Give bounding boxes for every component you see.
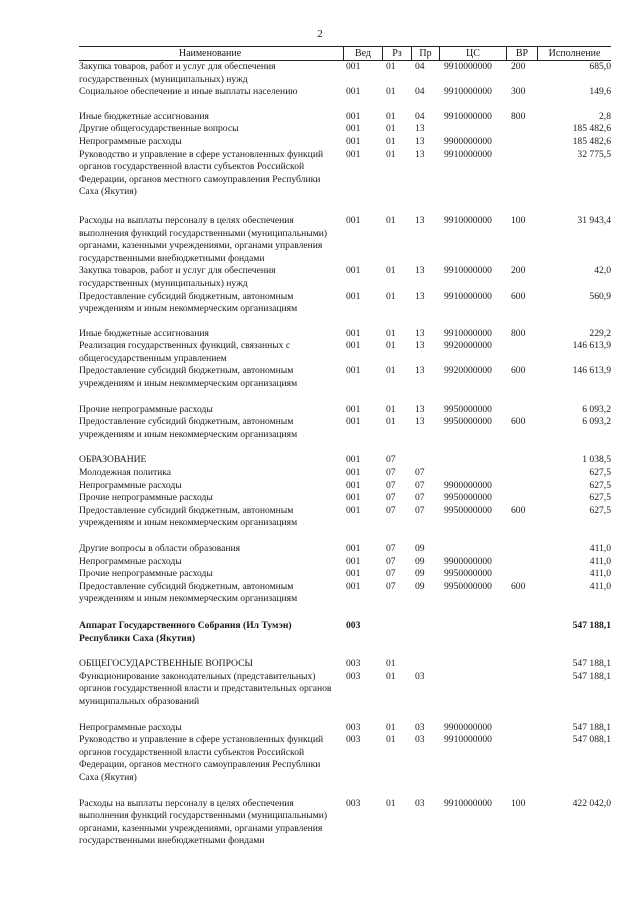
row-rz: 01 bbox=[386, 148, 396, 160]
row-ved: 001 bbox=[346, 467, 361, 479]
table-row bbox=[79, 467, 611, 480]
row-sum: 185 482,6 bbox=[572, 135, 611, 147]
row-vr: 800 bbox=[511, 327, 526, 339]
row-sum: 547 188,1 bbox=[572, 670, 611, 682]
row-cs: 9910000000 bbox=[444, 86, 492, 98]
row-pr: 04 bbox=[415, 110, 425, 122]
row-pr: 07 bbox=[415, 504, 425, 516]
row-sum: 42,0 bbox=[594, 265, 611, 277]
row-ved: 001 bbox=[346, 479, 361, 491]
row-pr: 07 bbox=[415, 467, 425, 479]
row-rz: 01 bbox=[386, 721, 396, 733]
table-row bbox=[79, 568, 611, 581]
row-pr: 13 bbox=[415, 403, 425, 415]
row-ved: 001 bbox=[346, 403, 361, 415]
row-name: Функционирование законодательных (представительных) органов государственной власти и представительных органов муниципальных образований bbox=[79, 670, 332, 707]
table-row bbox=[79, 581, 611, 606]
row-ved: 001 bbox=[346, 504, 361, 516]
row-sum: 185 482,6 bbox=[572, 123, 611, 135]
table-row bbox=[79, 123, 611, 136]
row-ved: 001 bbox=[346, 543, 361, 554]
table-row bbox=[79, 365, 611, 390]
row-name: Предоставление субсидий бюджетным, автономным учреждениям и иным некоммерческим организациям bbox=[79, 504, 298, 529]
table-row bbox=[79, 215, 611, 265]
table-header bbox=[79, 46, 611, 61]
row-pr: 13 bbox=[415, 365, 425, 377]
row-rz: 01 bbox=[386, 265, 396, 277]
row-pr: 13 bbox=[415, 290, 425, 302]
row-rz: 01 bbox=[386, 365, 396, 377]
row-cs: 9950000000 bbox=[444, 492, 492, 504]
row-pr: 13 bbox=[415, 148, 425, 160]
row-pr: 07 bbox=[415, 492, 425, 504]
row-cs: 9920000000 bbox=[444, 365, 492, 377]
row-ved: 001 bbox=[346, 454, 361, 466]
row-name: Молодежная политика bbox=[79, 467, 172, 479]
table-row bbox=[79, 340, 611, 365]
row-sum: 411,0 bbox=[589, 555, 611, 567]
row-sum: 229,2 bbox=[589, 327, 611, 339]
row-name: ОБРАЗОВАНИЕ bbox=[79, 454, 147, 466]
row-vr: 200 bbox=[511, 61, 526, 72]
row-name: Социальное обеспечение и иные выплаты населению bbox=[79, 86, 298, 98]
row-cs: 9910000000 bbox=[444, 734, 492, 746]
row-pr: 13 bbox=[415, 135, 425, 147]
row-cs: 9910000000 bbox=[444, 797, 492, 809]
row-name: ОБЩЕГОСУДАРСТВЕННЫЕ ВОПРОСЫ bbox=[79, 658, 253, 670]
row-pr: 03 bbox=[415, 721, 425, 733]
row-pr: 09 bbox=[415, 568, 425, 580]
row-cs: 9900000000 bbox=[444, 721, 492, 733]
row-ved: 003 bbox=[346, 734, 361, 746]
row-name: Другие вопросы в области образования bbox=[79, 543, 241, 554]
table-row bbox=[79, 556, 611, 569]
row-rz: 01 bbox=[386, 135, 396, 147]
row-sum: 547 088,1 bbox=[572, 734, 611, 746]
row-pr: 13 bbox=[415, 327, 425, 339]
table-row bbox=[79, 620, 611, 645]
row-name: Расходы на выплаты персоналу в целях обеспечения выполнения функций государственными (муниципальными) органами, казенными учреждениями, органами управления государственными внебюджетными фондами bbox=[79, 214, 328, 264]
row-sum: 627,5 bbox=[589, 479, 611, 491]
row-vr: 600 bbox=[511, 290, 526, 302]
row-cs: 9950000000 bbox=[444, 403, 492, 415]
row-vr: 100 bbox=[511, 214, 526, 226]
row-rz: 07 bbox=[386, 454, 396, 466]
row-ved: 003 bbox=[346, 670, 361, 682]
table-row bbox=[79, 149, 611, 199]
row-ved: 001 bbox=[346, 265, 361, 277]
row-rz: 07 bbox=[386, 555, 396, 567]
row-sum: 31 943,4 bbox=[577, 214, 611, 226]
table-row bbox=[79, 454, 611, 467]
row-ved: 001 bbox=[346, 365, 361, 377]
row-pr: 09 bbox=[415, 543, 425, 554]
row-name: Непрограммные расходы bbox=[79, 479, 182, 491]
row-cs: 9950000000 bbox=[444, 568, 492, 580]
row-ved: 003 bbox=[346, 797, 361, 809]
row-ved: 001 bbox=[346, 492, 361, 504]
row-rz: 01 bbox=[386, 290, 396, 302]
row-rz: 07 bbox=[386, 543, 396, 554]
row-rz: 07 bbox=[386, 568, 396, 580]
row-pr: 03 bbox=[415, 734, 425, 746]
row-vr: 300 bbox=[511, 86, 526, 98]
table-row bbox=[79, 265, 611, 290]
header-pr: Пр bbox=[419, 48, 432, 59]
row-rz: 01 bbox=[386, 670, 396, 682]
row-vr: 600 bbox=[511, 416, 526, 428]
row-sum: 411,0 bbox=[589, 580, 611, 592]
row-ved: 001 bbox=[346, 416, 361, 428]
row-rz: 01 bbox=[386, 214, 396, 226]
row-sum: 547 188,1 bbox=[572, 658, 611, 670]
row-name: Закупка товаров, работ и услуг для обеспечения государственных (муниципальных) нужд bbox=[79, 61, 276, 85]
row-ved: 001 bbox=[346, 327, 361, 339]
row-name: Руководство и управление в сфере установленных функций органов государственной власти субъектов Российской Федерации, органов местного самоуправления Республики Саха (Якутия) bbox=[79, 734, 324, 783]
row-pr: 13 bbox=[415, 265, 425, 277]
row-sum: 627,5 bbox=[589, 467, 611, 479]
row-name: Руководство и управление в сфере установленных функций органов государственной власти субъектов Российской Федерации, органов местного самоуправления Республики Саха (Якутия) bbox=[79, 148, 324, 198]
row-cs: 9900000000 bbox=[444, 555, 492, 567]
row-sum: 411,0 bbox=[589, 568, 611, 580]
row-name: Непрограммные расходы bbox=[79, 135, 182, 147]
row-sum: 146 613,9 bbox=[572, 365, 611, 377]
row-cs: 9910000000 bbox=[444, 327, 492, 339]
row-sum: 422 042,0 bbox=[572, 797, 611, 809]
row-vr: 600 bbox=[511, 504, 526, 516]
table-row bbox=[79, 798, 611, 848]
row-rz: 01 bbox=[386, 86, 396, 98]
table-row bbox=[79, 86, 611, 99]
row-rz: 07 bbox=[386, 504, 396, 516]
table-row bbox=[79, 416, 611, 441]
row-name: Предоставление субсидий бюджетным, автономным учреждениям и иным некоммерческим организациям bbox=[79, 365, 298, 390]
row-rz: 01 bbox=[386, 797, 396, 809]
row-pr: 09 bbox=[415, 555, 425, 567]
header-sum: Исполнение bbox=[548, 48, 601, 59]
header-name: Наименование bbox=[178, 48, 242, 59]
table-row bbox=[79, 136, 611, 149]
budget-table bbox=[79, 46, 611, 848]
row-vr: 100 bbox=[511, 797, 526, 809]
row-rz: 01 bbox=[386, 403, 396, 415]
row-vr: 800 bbox=[511, 110, 526, 122]
table-row bbox=[79, 543, 611, 556]
table-row bbox=[79, 671, 611, 709]
row-rz: 01 bbox=[386, 110, 396, 122]
row-vr: 600 bbox=[511, 580, 526, 592]
row-ved: 001 bbox=[346, 214, 361, 226]
table-row bbox=[79, 404, 611, 417]
table-row bbox=[79, 291, 611, 316]
row-cs: 9910000000 bbox=[444, 214, 492, 226]
row-name: Прочие непрограммные расходы bbox=[79, 568, 213, 580]
row-vr: 200 bbox=[511, 265, 526, 277]
row-rz: 07 bbox=[386, 492, 396, 504]
row-cs: 9900000000 bbox=[444, 135, 492, 147]
row-name: Непрограммные расходы bbox=[79, 555, 182, 567]
row-sum: 560,9 bbox=[589, 290, 611, 302]
table-row bbox=[79, 480, 611, 493]
row-pr: 13 bbox=[415, 416, 425, 428]
row-sum: 1 038,5 bbox=[582, 454, 611, 466]
row-name: Прочие непрограммные расходы bbox=[79, 403, 213, 415]
row-ved: 001 bbox=[346, 555, 361, 567]
row-name: Предоставление субсидий бюджетным, автономным учреждениям и иным некоммерческим организациям bbox=[79, 290, 298, 315]
row-pr: 04 bbox=[415, 61, 425, 72]
row-rz: 07 bbox=[386, 479, 396, 491]
row-pr: 04 bbox=[415, 86, 425, 98]
row-rz: 01 bbox=[386, 123, 396, 135]
row-name: Реализация государственных функций, связанных с общегосударственным управлением bbox=[79, 340, 291, 364]
row-cs: 9950000000 bbox=[444, 580, 492, 592]
row-sum: 32 775,5 bbox=[577, 148, 611, 160]
row-name: Расходы на выплаты персоналу в целях обеспечения выполнения функций государственными (муниципальными) органами, казенными учреждениями, органами управления государственными внебюджетными фондами bbox=[79, 797, 328, 847]
header-cs: ЦС bbox=[466, 48, 480, 59]
row-sum: 6 093,2 bbox=[582, 403, 611, 415]
row-ved: 001 bbox=[346, 86, 361, 98]
row-sum: 627,5 bbox=[589, 492, 611, 504]
row-ved: 001 bbox=[346, 135, 361, 147]
row-sum: 2,8 bbox=[599, 110, 611, 122]
table-row bbox=[79, 505, 611, 530]
row-pr: 13 bbox=[415, 214, 425, 226]
row-name: Предоставление субсидий бюджетным, автономным учреждениям и иным некоммерческим организациям bbox=[79, 580, 298, 605]
table-row bbox=[79, 722, 611, 735]
row-pr: 03 bbox=[415, 670, 425, 682]
row-rz: 01 bbox=[386, 416, 396, 428]
row-ved: 001 bbox=[346, 148, 361, 160]
table-row bbox=[79, 658, 611, 671]
row-pr: 13 bbox=[415, 340, 425, 352]
row-cs: 9910000000 bbox=[444, 265, 492, 277]
row-name: Другие общегосударственные вопросы bbox=[79, 123, 239, 135]
row-sum: 411,0 bbox=[589, 543, 611, 554]
row-name: Аппарат Государственного Собрания (Ил Тумэн) Республики Саха (Якутия) bbox=[79, 619, 292, 644]
row-rz: 07 bbox=[386, 467, 396, 479]
row-ved: 003 bbox=[346, 658, 361, 670]
row-rz: 01 bbox=[386, 327, 396, 339]
row-rz: 01 bbox=[386, 340, 396, 352]
row-ved: 001 bbox=[346, 290, 361, 302]
header-rz: Рз bbox=[392, 48, 402, 59]
row-ved: 001 bbox=[346, 61, 361, 72]
row-sum: 547 188,1 bbox=[572, 721, 611, 733]
row-sum: 547 188,1 bbox=[572, 619, 611, 631]
row-name: Закупка товаров, работ и услуг для обеспечения государственных (муниципальных) нужд bbox=[79, 265, 276, 289]
row-sum: 685,0 bbox=[589, 61, 611, 72]
row-rz: 01 bbox=[386, 61, 396, 72]
row-ved: 003 bbox=[346, 619, 361, 631]
row-cs: 9950000000 bbox=[444, 416, 492, 428]
row-rz: 01 bbox=[386, 658, 396, 670]
row-sum: 149,6 bbox=[589, 86, 611, 98]
row-rz: 01 bbox=[386, 734, 396, 746]
table-row bbox=[79, 492, 611, 505]
row-cs: 9950000000 bbox=[444, 504, 492, 516]
row-cs: 9910000000 bbox=[444, 110, 492, 122]
header-vr: ВР bbox=[515, 48, 529, 59]
row-cs: 9910000000 bbox=[444, 290, 492, 302]
row-ved: 001 bbox=[346, 340, 361, 352]
row-ved: 001 bbox=[346, 580, 361, 592]
table-row bbox=[79, 111, 611, 124]
row-cs: 9910000000 bbox=[444, 61, 492, 72]
row-sum: 6 093,2 bbox=[582, 416, 611, 428]
row-sum: 627,5 bbox=[589, 504, 611, 516]
table-row bbox=[79, 61, 611, 86]
row-cs: 9900000000 bbox=[444, 479, 492, 491]
table-row bbox=[79, 734, 611, 784]
row-vr: 600 bbox=[511, 365, 526, 377]
row-name: Предоставление субсидий бюджетным, автономным учреждениям и иным некоммерческим организациям bbox=[79, 416, 298, 440]
row-name: Иные бюджетные ассигнования bbox=[79, 110, 209, 122]
row-cs: 9920000000 bbox=[444, 340, 492, 352]
page-number: 2 bbox=[317, 28, 323, 40]
row-sum: 146 613,9 bbox=[572, 340, 611, 352]
row-cs: 9910000000 bbox=[444, 148, 492, 160]
row-rz: 07 bbox=[386, 580, 396, 592]
row-name: Непрограммные расходы bbox=[79, 721, 182, 733]
row-pr: 09 bbox=[415, 580, 425, 592]
row-name: Иные бюджетные ассигнования bbox=[79, 327, 209, 339]
header-ved: Вед bbox=[354, 48, 372, 59]
row-pr: 07 bbox=[415, 479, 425, 491]
row-ved: 001 bbox=[346, 568, 361, 580]
row-ved: 001 bbox=[346, 110, 361, 122]
row-name: Прочие непрограммные расходы bbox=[79, 492, 213, 504]
row-pr: 03 bbox=[415, 797, 425, 809]
row-ved: 003 bbox=[346, 721, 361, 733]
table-body bbox=[79, 61, 611, 848]
row-ved: 001 bbox=[346, 123, 361, 135]
row-pr: 13 bbox=[415, 123, 425, 135]
table-row bbox=[79, 328, 611, 341]
